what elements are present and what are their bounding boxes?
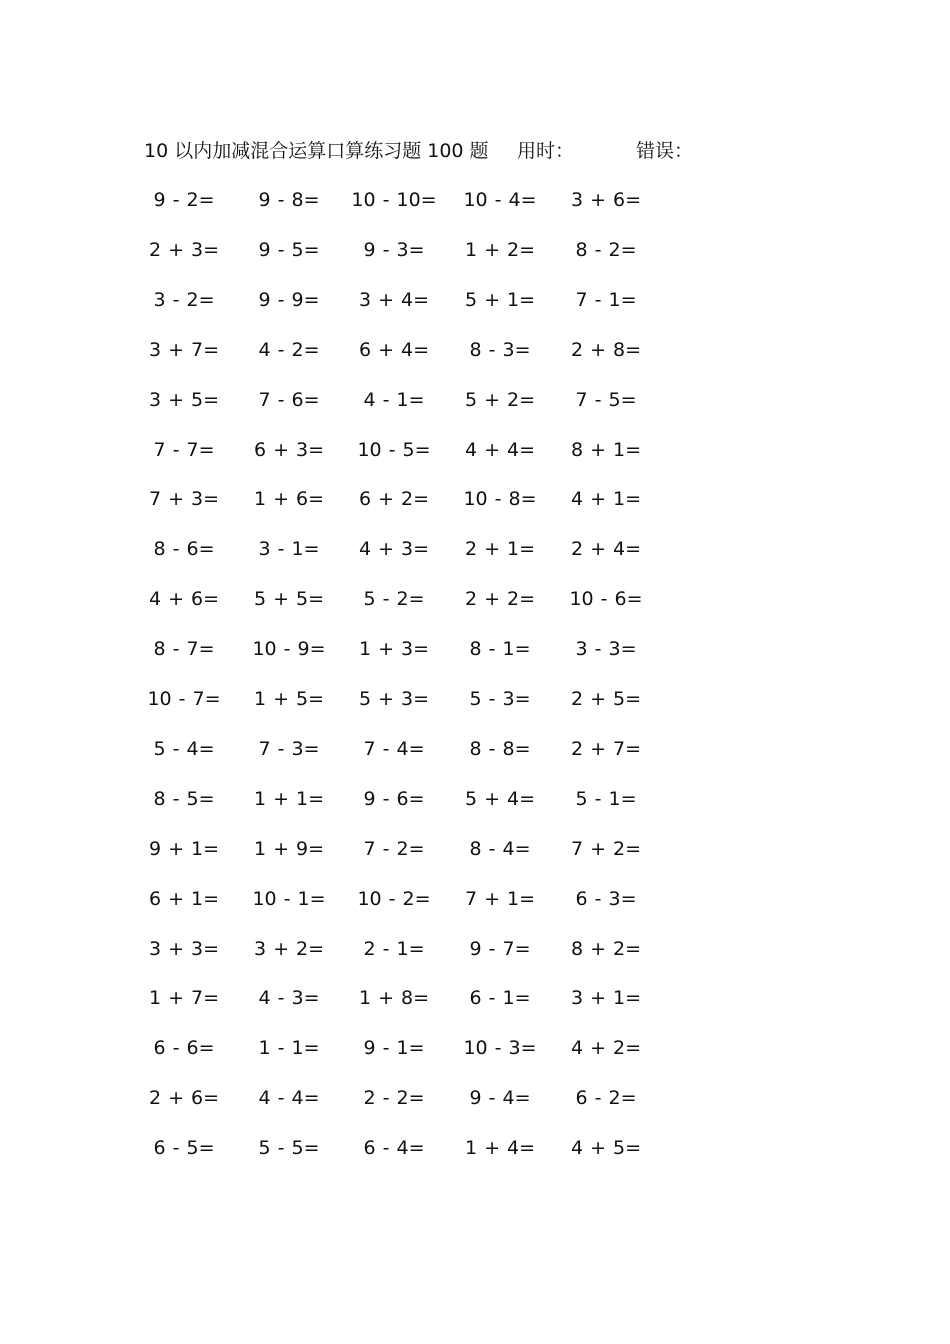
problem-row — [0, 185, 950, 215]
arithmetic-problem: 5 + 3= — [358, 688, 430, 710]
arithmetic-problem: 9 - 1= — [363, 1037, 425, 1060]
arithmetic-problem: 3 + 2= — [253, 937, 325, 960]
arithmetic-problem: 9 - 8= — [258, 189, 320, 211]
arithmetic-problem: 4 + 4= — [464, 438, 536, 461]
arithmetic-problem: 7 + 3= — [148, 488, 220, 511]
arithmetic-problem: 8 + 2= — [570, 937, 642, 960]
arithmetic-problem: 10 - 1= — [252, 887, 326, 910]
arithmetic-problem: 8 - 3= — [469, 338, 531, 361]
arithmetic-problem: 2 + 6= — [148, 1087, 220, 1110]
arithmetic-problem: 10 - 9= — [252, 638, 326, 661]
arithmetic-problem: 8 - 5= — [153, 787, 215, 810]
problem-row — [0, 435, 950, 465]
arithmetic-problem: 5 + 2= — [464, 388, 536, 411]
arithmetic-problem: 7 - 5= — [575, 388, 637, 411]
arithmetic-problem: 8 - 2= — [575, 238, 637, 261]
arithmetic-problem: 6 + 4= — [358, 338, 430, 361]
arithmetic-problem: 4 + 1= — [570, 488, 642, 511]
time-used-label: 用时： — [517, 140, 575, 162]
problem-row — [0, 884, 950, 914]
arithmetic-problem: 7 - 2= — [363, 837, 425, 860]
arithmetic-problem: 3 - 3= — [575, 638, 637, 661]
arithmetic-problem: 8 + 1= — [570, 438, 642, 461]
arithmetic-problem: 7 - 6= — [258, 388, 320, 411]
arithmetic-problem: 1 + 1= — [253, 787, 325, 810]
arithmetic-problem: 2 - 1= — [363, 937, 425, 960]
problem-row — [0, 734, 950, 764]
problem-row — [0, 385, 950, 415]
arithmetic-problem: 6 - 2= — [575, 1087, 637, 1110]
arithmetic-problem: 6 - 3= — [575, 887, 637, 910]
arithmetic-problem: 4 - 4= — [258, 1087, 320, 1110]
arithmetic-problem: 2 + 5= — [570, 688, 642, 710]
arithmetic-problem: 4 + 5= — [570, 1137, 642, 1160]
arithmetic-problem: 1 + 8= — [358, 987, 430, 1010]
arithmetic-problem: 4 - 1= — [363, 388, 425, 411]
arithmetic-problem: 3 + 1= — [570, 987, 642, 1010]
arithmetic-problem: 1 + 2= — [464, 238, 536, 261]
arithmetic-problem: 10 - 6= — [569, 588, 643, 611]
arithmetic-problem: 10 - 7= — [147, 688, 221, 710]
problem-row — [0, 1033, 950, 1063]
arithmetic-problem: 2 - 2= — [363, 1087, 425, 1110]
arithmetic-problem: 7 - 1= — [575, 288, 637, 311]
arithmetic-problem: 6 + 1= — [148, 887, 220, 910]
arithmetic-problem: 6 - 6= — [153, 1037, 215, 1060]
arithmetic-problem: 9 + 1= — [148, 837, 220, 860]
arithmetic-problem: 3 + 5= — [148, 388, 220, 411]
problem-row — [0, 834, 950, 864]
arithmetic-problem: 7 - 4= — [363, 737, 425, 760]
arithmetic-problem: 10 - 10= — [351, 189, 437, 211]
arithmetic-problem: 6 - 1= — [469, 987, 531, 1010]
arithmetic-problem: 9 - 2= — [153, 189, 215, 211]
arithmetic-problem: 5 - 3= — [469, 688, 531, 710]
arithmetic-problem: 9 - 6= — [363, 787, 425, 810]
problem-row — [0, 684, 950, 714]
worksheet-title: 10 以内加减混合运算口算练习题 100 题 — [144, 140, 489, 162]
arithmetic-problem: 3 + 4= — [358, 288, 430, 311]
arithmetic-problem: 1 + 5= — [253, 688, 325, 710]
arithmetic-problem: 8 - 8= — [469, 737, 531, 760]
arithmetic-problem: 10 - 2= — [357, 887, 431, 910]
arithmetic-problem: 1 + 7= — [148, 987, 220, 1010]
problem-row — [0, 235, 950, 265]
arithmetic-problem: 6 + 3= — [253, 438, 325, 461]
arithmetic-problem: 3 + 7= — [148, 338, 220, 361]
arithmetic-problem: 2 + 8= — [570, 338, 642, 361]
arithmetic-problem: 4 + 3= — [358, 538, 430, 561]
arithmetic-problem: 10 - 8= — [463, 488, 537, 511]
arithmetic-problem: 7 + 1= — [464, 887, 536, 910]
problem-row — [0, 634, 950, 664]
arithmetic-problem: 5 - 2= — [363, 588, 425, 611]
arithmetic-problem: 1 + 9= — [253, 837, 325, 860]
problem-row — [0, 1133, 950, 1163]
arithmetic-problem: 3 + 3= — [148, 937, 220, 960]
arithmetic-problem: 7 + 2= — [570, 837, 642, 860]
arithmetic-problem: 2 + 3= — [148, 238, 220, 261]
arithmetic-problem: 7 - 7= — [153, 438, 215, 461]
arithmetic-problem: 5 - 4= — [153, 737, 215, 760]
arithmetic-problem: 1 + 6= — [253, 488, 325, 511]
arithmetic-problem: 10 - 5= — [357, 438, 431, 461]
arithmetic-problem: 9 - 3= — [363, 238, 425, 261]
arithmetic-problem: 2 + 7= — [570, 737, 642, 760]
problem-row — [0, 534, 950, 564]
arithmetic-problem: 10 - 4= — [463, 189, 537, 211]
arithmetic-problem: 4 + 2= — [570, 1037, 642, 1060]
arithmetic-problem: 9 - 9= — [258, 288, 320, 311]
problem-row — [0, 484, 950, 514]
arithmetic-problem: 3 - 2= — [153, 288, 215, 311]
arithmetic-problem: 9 - 7= — [469, 937, 531, 960]
arithmetic-problem: 9 - 5= — [258, 238, 320, 261]
arithmetic-problem: 7 - 3= — [258, 737, 320, 760]
problem-row — [0, 285, 950, 315]
problem-row — [0, 784, 950, 814]
arithmetic-problem: 3 - 1= — [258, 538, 320, 561]
arithmetic-problem: 1 + 3= — [358, 638, 430, 661]
arithmetic-problem: 8 - 4= — [469, 837, 531, 860]
arithmetic-problem: 10 - 3= — [463, 1037, 537, 1060]
arithmetic-problem: 5 - 1= — [575, 787, 637, 810]
arithmetic-problem: 2 + 4= — [570, 538, 642, 561]
arithmetic-problem: 8 - 1= — [469, 638, 531, 661]
arithmetic-problem: 5 + 1= — [464, 288, 536, 311]
arithmetic-problem: 8 - 6= — [153, 538, 215, 561]
problem-row — [0, 934, 950, 964]
problem-row — [0, 983, 950, 1013]
errors-label: 错误： — [636, 140, 694, 162]
arithmetic-problem: 9 - 4= — [469, 1087, 531, 1110]
arithmetic-problem: 5 + 5= — [253, 588, 325, 611]
arithmetic-problem: 6 - 4= — [363, 1137, 425, 1160]
arithmetic-problem: 1 - 1= — [258, 1037, 320, 1060]
arithmetic-problem: 6 - 5= — [153, 1137, 215, 1160]
arithmetic-problem: 2 + 1= — [464, 538, 536, 561]
arithmetic-problem: 5 + 4= — [464, 787, 536, 810]
arithmetic-problem: 2 + 2= — [464, 588, 536, 611]
arithmetic-problem: 6 + 2= — [358, 488, 430, 511]
arithmetic-problem: 4 + 6= — [148, 588, 220, 611]
arithmetic-problem: 1 + 4= — [464, 1137, 536, 1160]
arithmetic-problem: 8 - 7= — [153, 638, 215, 661]
problem-row — [0, 584, 950, 614]
problem-row — [0, 1083, 950, 1113]
problem-row — [0, 335, 950, 365]
arithmetic-problem: 3 + 6= — [570, 189, 642, 211]
arithmetic-problem: 4 - 2= — [258, 338, 320, 361]
arithmetic-problem: 5 - 5= — [258, 1137, 320, 1160]
arithmetic-problem: 4 - 3= — [258, 987, 320, 1010]
